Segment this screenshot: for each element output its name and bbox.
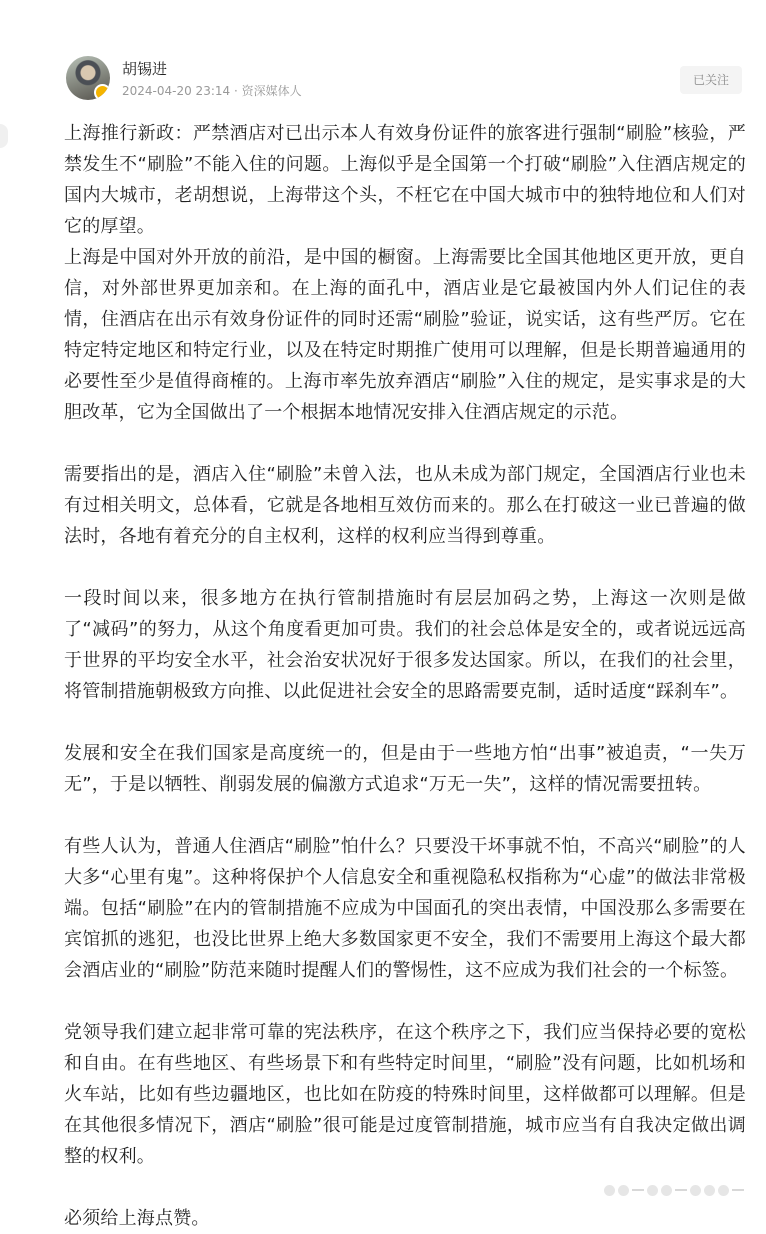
paragraph: 党领导我们建立起非常可靠的宪法秩序，在这个秩序之下，我们应当保持必要的宽松和自由。在有些地区、有些场景下和有些特定时间里，“刷脸”没有问题，比如机场和火车站，比如有些边疆地区，也比如在防疫的特殊时间里，这样做都可以理解。但是在其他很多情况下，酒店“刷脸”很可能是过度管制措施，城市应当有自我决定做出调整的权利。 [64, 1022, 746, 1167]
paragraph: 一段时间以来，很多地方在执行管制措施时有层层加码之势，上海这一次则是做了“减码”的努力，从这个角度看更加可贵。我们的社会总体是安全的，或者说远远高于世界的平均安全水平，社会治安状况好于很多发达国家。所以，在我们的社会里，将管制措施朝极致方向推、以此促进社会安全的思路需要克制，适时适度“踩刹车”。 [64, 588, 746, 702]
paragraph: 上海推行新政：严禁酒店对已出示本人有效身份证件的旅客进行强制“刷脸”核验，严禁发生不“刷脸”不能入住的问题。上海似乎是全国第一个打破“刷脸”入住酒店规定的国内大城市，老胡想说，上海带这个头，不枉它在中国大城市中的独特地位和人们对它的厚望。 [64, 123, 746, 237]
watermark [604, 1180, 744, 1200]
paragraph: 上海是中国对外开放的前沿，是中国的橱窗。上海需要比全国其他地区更开放，更自信，对外部世界更加亲和。在上海的面孔中，酒店业是它最被国内外人们记住的表情，住酒店在出示有效身份证件的同时还需“刷脸”验证，说实话，这有些严厉。它在特定特定地区和特定行业，以及在特定时期推广使用可以理解，但是长期普遍通用的必要性至少是值得商榷的。上海市率先放弃酒店“刷脸”入住的规定，是实事求是的大胆改革，它为全国做出了一个根据本地情况安排入住酒店规定的示范。 [64, 247, 746, 423]
follow-button[interactable]: 已关注 [680, 66, 742, 94]
post-header [66, 56, 742, 102]
paragraph: 有些人认为，普通人住酒店“刷脸”怕什么？只要没干坏事就不怕，不高兴“刷脸”的人大多“心里有鬼”。这种将保护个人信息安全和重视隐私权指称为“心虚”的做法非常极端。包括“刷脸”在内的管制措施不应成为中国面孔的突出表情，中国没那么多需要在宾馆抓的逃犯，也没比世界上绝大多数国家更不安全，我们不需要用上海这个最大都会酒店业的“刷脸”防范来随时提醒人们的警惕性，这不应成为我们社会的一个标签。 [64, 836, 746, 981]
post-meta: 2024-04-20 23:14 · 资深媒体人 [122, 84, 302, 98]
verified-badge-icon [94, 84, 110, 100]
author-name[interactable]: 胡锡进 [122, 60, 168, 78]
paragraph: 发展和安全在我们国家是高度统一的，但是由于一些地方怕“出事”被追责，“一失万无”，于是以牺牲、削弱发展的偏激方式追求“万无一失”，这样的情况需要扭转。 [64, 743, 746, 795]
post-body [64, 118, 746, 1234]
avatar[interactable] [66, 56, 110, 100]
paragraph: 需要指出的是，酒店入住“刷脸”未曾入法，也从未成为部门规定，全国酒店行业也未有过相关明文，总体看，它就是各地相互效仿而来的。那么在打破这一业已普遍的做法时，各地有着充分的自主权利，这样的权利应当得到尊重。 [64, 464, 746, 547]
paragraph: 必须给上海点赞。 [64, 1208, 210, 1229]
scroll-handle [0, 124, 8, 148]
